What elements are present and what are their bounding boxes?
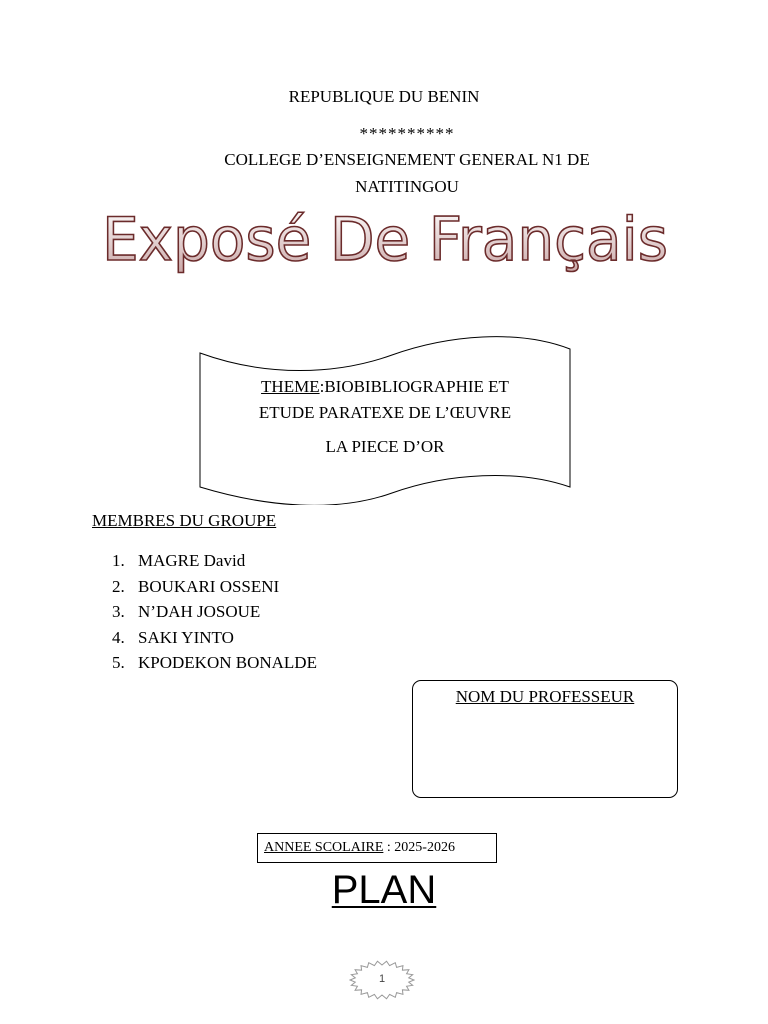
list-number: 4. — [112, 627, 125, 647]
professor-heading: NOM DU PROFESSEUR — [455, 687, 635, 706]
country-heading: REPUBLIQUE DU BENIN — [288, 87, 480, 106]
member-name: BOUKARI OSSENI — [138, 576, 280, 596]
list-number: 5. — [112, 653, 125, 672]
theme-line1: :BIOBIBLIOGRAPHIE ET — [319, 377, 509, 396]
page-number: 1 — [378, 973, 386, 985]
college-name-line2: NATITINGOU — [355, 177, 459, 196]
list-item — [112, 574, 317, 600]
list-number: 2. — [112, 576, 125, 596]
school-year-box — [257, 833, 497, 863]
school-year-value: 2025-2026 — [394, 840, 455, 855]
member-name: KPODEKON BONALDE — [138, 653, 317, 672]
theme-label: THEME — [261, 377, 320, 396]
member-name: N’DAH JOSOUE — [138, 602, 261, 621]
theme-line2: ETUDE PARATEXE DE L’ŒUVRE — [258, 403, 512, 422]
list-item — [112, 599, 317, 625]
list-item — [112, 548, 317, 574]
main-title: Exposé De Français — [102, 205, 668, 275]
list-item — [112, 625, 317, 651]
list-number: 3. — [112, 602, 125, 621]
member-name: MAGRE David — [138, 551, 246, 570]
college-name-line1: COLLEGE D’ENSEIGNEMENT GENERAL N1 DE — [224, 150, 590, 169]
member-name: SAKI YINTO — [138, 627, 234, 647]
list-item — [112, 650, 317, 676]
list-number: 1. — [112, 551, 125, 570]
members-heading: MEMBRES DU GROUPE — [92, 511, 277, 530]
separator-stars: ********** — [359, 124, 455, 143]
school-year-label: ANNEE SCOLAIRE — [264, 840, 384, 855]
school-year-separator: : — [383, 840, 395, 855]
main-title-wordart — [95, 202, 675, 282]
plan-heading: PLAN — [331, 868, 437, 912]
theme-block — [205, 374, 565, 460]
theme-line3: LA PIECE D’OR — [325, 437, 445, 456]
members-list — [112, 548, 317, 676]
